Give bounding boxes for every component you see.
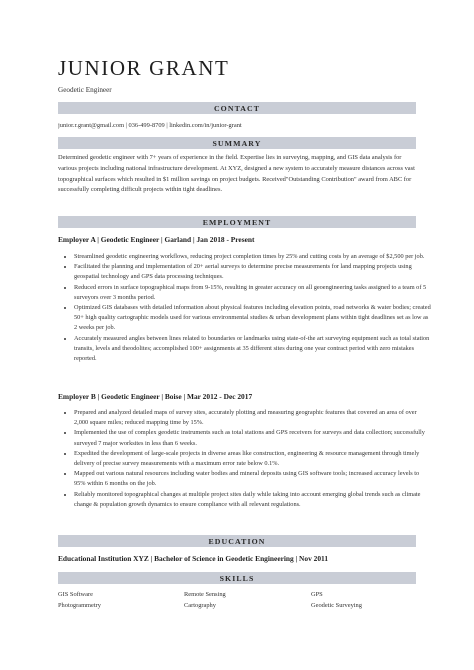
skill-item: Photogrammetry (58, 602, 101, 609)
job-bullets-employer-a (58, 252, 432, 364)
skills-heading (58, 572, 416, 584)
skill-item: Geodetic Surveying (311, 602, 362, 609)
job-title-employer-a: Employer A | Geodetic Engineer | Garland | Jan 2018 - Present (58, 235, 255, 244)
skill-item: Remote Sensing (184, 591, 226, 598)
skill-item: GPS (311, 591, 323, 598)
skill-item: Cartography (184, 602, 216, 609)
education-heading-label: EDUCATION (208, 536, 266, 546)
list-item: • Reduced errors in surface topographical maps from 9-15%, resulting in greater accuracy on all geoengineering tasks assigned to a team of 5 surveyors over 3 months period. (74, 283, 432, 303)
contact-heading (58, 102, 416, 114)
job-title-employer-b: Employer B | Geodetic Engineer | Boise | Mar 2012 - Dec 2017 (58, 392, 253, 401)
list-item: • Mapped out various natural resources including water bodies and mineral deposits using GIS software tools; increased accuracy levels to 95% within 6 months on the job. (74, 469, 432, 489)
list-item: • Prepared and analyzed detailed maps of survey sites, accurately plotting and measuring geographic features that covered an area of over 2,000 square miles; reduced mapping time by 15%. (74, 408, 432, 428)
list-item: • Facilitated the planning and implementation of 20+ aerial surveys to determine precise measurements for land mapping projects using geospatial technology and GPS data processing techniques. (74, 262, 432, 282)
job-title: Geodetic Engineer (58, 86, 112, 94)
list-item: • Expedited the development of large-scale projects in diverse areas like construction, engineering & resource management through timely delivery of precise survey measurements with a maximum error rate below 0.1%. (74, 449, 432, 469)
skill-item: GIS Software (58, 591, 93, 598)
education-heading (58, 535, 416, 547)
candidate-name: JUNIOR GRANT (58, 56, 230, 80)
list-item: • Accurately measured angles between lines related to boundaries or landmarks using state-of-the art surveying equipment such as total station transits, levels and theodolites; accomplished 100+ assignments at 35 different sites during one year contract period with zero mistakes reported. (74, 334, 432, 365)
contact-heading-label: CONTACT (213, 103, 261, 113)
employment-heading (58, 216, 416, 228)
list-item: • Reliably monitored topographical changes at multiple project sites daily while taking into account emerging global trends such as climate change & population growth dynamics to ensure compliance with all relevant regulations. (74, 490, 432, 510)
list-item: • Streamlined geodetic engineering workflows, reducing project completion times by 25% and cutting costs by an average of $2,500 per job. (74, 252, 432, 262)
job-bullets-employer-b (58, 408, 432, 510)
summary-heading (58, 137, 416, 149)
list-item: • Optimized GIS databases with detailed information about physical features including elevation points, road networks & water bodies; created 50+ high quality cartographic models used for various environmental studies & urban development plans within tight deadlines set as low as 2 weeks per job. (74, 303, 432, 334)
skills-heading-label: SKILLS (219, 573, 255, 583)
summary-heading-label: SUMMARY (212, 138, 262, 148)
list-item: • Implemented the use of complex geodetic instruments such as total stations and GPS receivers for surveys and data collection; successfully surveyed 7 major worksites in less than 6 weeks. (74, 428, 432, 448)
contact-line: junior.r.grant@gmail.com | 036-499-8709 | linkedin.com/in/junior-grant (58, 122, 242, 129)
skills-list (58, 590, 416, 611)
education-line: Educational Institution XYZ | Bachelor of Science in Geodetic Engineering | Nov 2011 (58, 554, 329, 563)
summary-text: Determined geodetic engineer with 7+ years of experience in the field. Expertise lies in surveying, mapping, and GIS data analysis for various projects including national infrastructure development. At XYZ, designed a new system to accurately measure distances across vast topographical surfaces which resulted in $1 million savings on project budgets. Received"Outstanding Contribution" award from ABC for successfully completing difficult projects within tight deadlines. (58, 154, 415, 194)
employment-heading-label: EMPLOYMENT (202, 217, 272, 227)
